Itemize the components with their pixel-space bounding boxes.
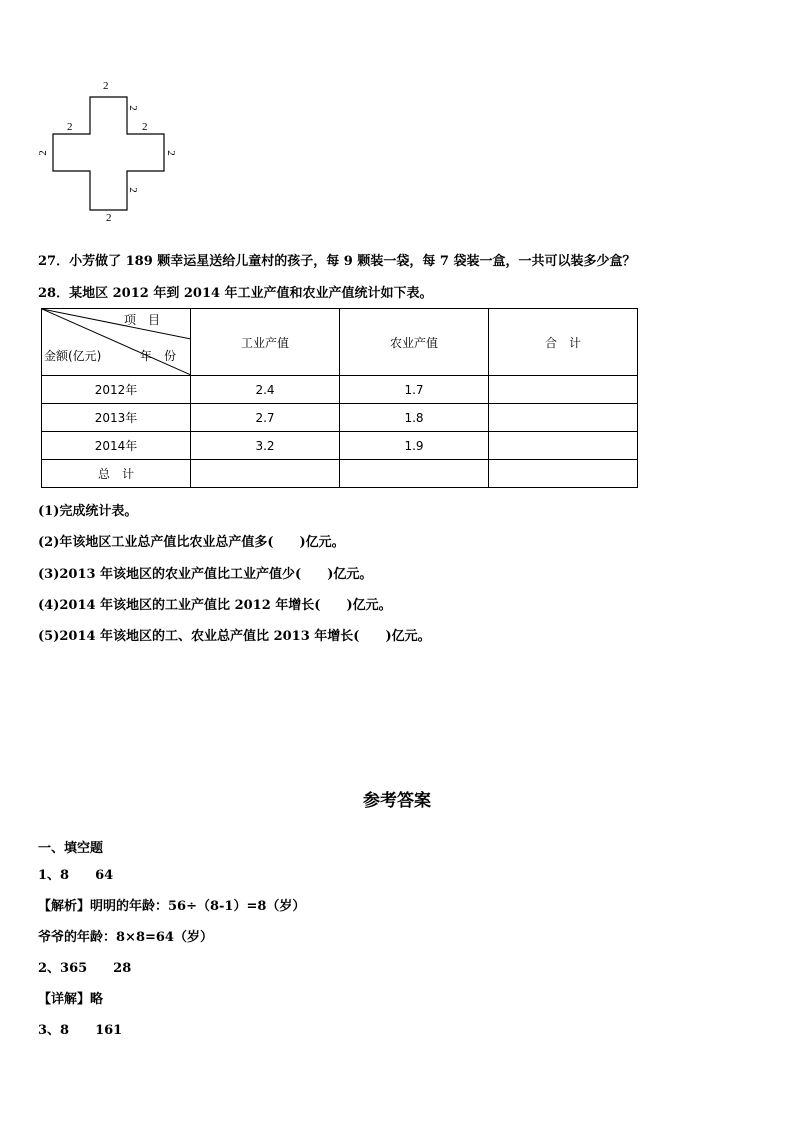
subquestion-2: (2)年该地区工业总产值比农业总产值多( )亿元。 [38, 535, 345, 550]
header-amount-label: 金额(亿元) [44, 349, 102, 363]
figure-label-left: 2 [36, 150, 49, 156]
industry-cell [191, 460, 340, 488]
column-header: 农业产值 [340, 309, 489, 376]
answer-line: 【解析】明明的年龄：56÷（8-1）=8（岁） [38, 899, 306, 914]
year-cell: 总 计 [42, 460, 191, 488]
answer-line: 1、8 64 [38, 868, 114, 883]
column-header: 合 计 [489, 309, 638, 376]
table-row [42, 460, 638, 488]
figure-label-upper-right-arm: 2 [142, 121, 148, 133]
subquestion-1: (1)完成统计表。 [38, 504, 138, 519]
answer-line: 爷爷的年龄：8×8=64（岁） [38, 930, 213, 945]
year-cell: 2014年 [42, 432, 191, 460]
header-year-label: 年 份 [140, 349, 177, 363]
question-28: 28．某地区 2012 年到 2014 年工业产值和农业产值统计如下表。 [38, 286, 433, 301]
diagonal-lines [42, 309, 191, 375]
figure-label-upper-left-arm: 2 [67, 121, 73, 133]
agriculture-cell: 1.7 [340, 376, 489, 404]
subquestion-5: (5)2014 年该地区的工、农业总产值比 2013 年增长( )亿元。 [38, 629, 431, 644]
table-header-row [42, 309, 638, 376]
diagonal-header-cell [42, 309, 191, 376]
figure-label-bottom: 2 [106, 212, 112, 224]
total-cell [489, 404, 638, 432]
year-cell: 2012年 [42, 376, 191, 404]
table-row [42, 404, 638, 432]
agriculture-cell: 1.9 [340, 432, 489, 460]
agriculture-cell [340, 460, 489, 488]
statistics-table [41, 308, 638, 488]
total-cell [489, 460, 638, 488]
header-item-label: 项 目 [124, 313, 161, 327]
answer-line: 2、365 28 [38, 961, 132, 976]
industry-cell: 2.7 [191, 404, 340, 432]
answer-line: 【详解】略 [38, 992, 104, 1007]
figure-label-lower-right-vertical: 2 [126, 187, 139, 193]
question-27: 27．小芳做了 189 颗幸运星送给儿童村的孩子，每 9 颗装一袋，每 7 袋装一盒，一共可以装多少盒？ [38, 254, 636, 269]
subquestion-3: (3)2013 年该地区的农业产值比工业产值少( )亿元。 [38, 567, 373, 582]
answers-title: 参考答案 [363, 791, 431, 811]
agriculture-cell: 1.8 [340, 404, 489, 432]
figure-label-upper-right-vertical: 2 [126, 105, 139, 111]
industry-cell: 3.2 [191, 432, 340, 460]
figure-label-right: 2 [164, 150, 177, 156]
total-cell [489, 432, 638, 460]
answers-section-heading: 一、填空题 [38, 841, 104, 856]
figure-label-top: 2 [103, 80, 109, 92]
table-row [42, 432, 638, 460]
subquestion-4: (4)2014 年该地区的工业产值比 2012 年增长( )亿元。 [38, 598, 392, 613]
table-row [42, 376, 638, 404]
year-cell: 2013年 [42, 404, 191, 432]
answer-line: 3、8 161 [38, 1023, 123, 1038]
industry-cell: 2.4 [191, 376, 340, 404]
cross-figure [52, 96, 176, 212]
total-cell [489, 376, 638, 404]
column-header: 工业产值 [191, 309, 340, 376]
